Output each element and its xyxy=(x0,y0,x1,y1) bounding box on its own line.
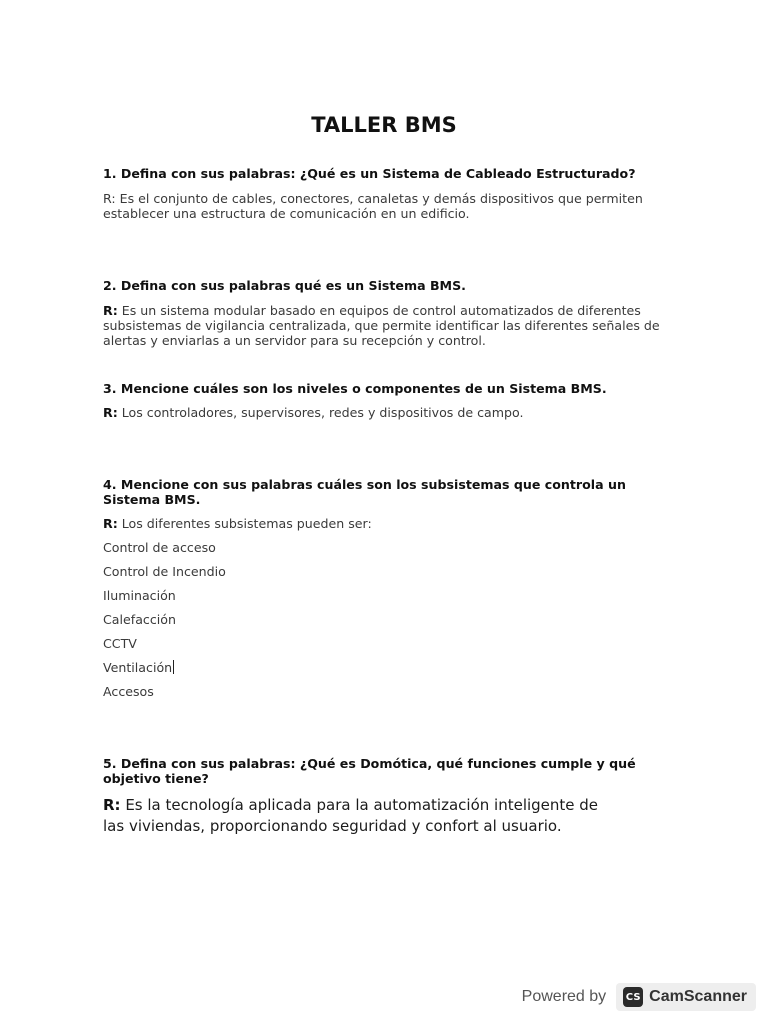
document-title: TALLER BMS xyxy=(311,113,457,137)
camscanner-badge xyxy=(616,983,756,1011)
question-5: 5. Defina con sus palabras: ¿Qué es Domótica, qué funciones cumple y qué objetivo tiene? xyxy=(103,756,636,786)
powered-by-label: Powered by xyxy=(521,988,607,1005)
list-item: Iluminación xyxy=(103,588,176,603)
answer-5-text: Es la tecnología aplicada para la automatización inteligente de las viviendas, proporcionando seguridad y confort al usuario. xyxy=(103,796,599,835)
question-1: 1. Defina con sus palabras: ¿Qué es un Sistema de Cableado Estructurado? xyxy=(103,166,636,181)
answer-2-prefix: R: xyxy=(103,303,118,318)
question-3: 3. Mencione cuáles son los niveles o componentes de un Sistema BMS. xyxy=(103,381,607,396)
answer-1: R: Es el conjunto de cables, conectores, canaletas y demás dispositivos que permiten establecer una estructura de comunicación en un edificio. xyxy=(103,191,643,221)
list-item-with-caret xyxy=(103,660,174,675)
text-caret xyxy=(173,660,174,674)
list-item: Control de Incendio xyxy=(103,564,226,579)
answer-3-text: Los controladores, supervisores, redes y dispositivos de campo. xyxy=(117,405,524,420)
list-item: Control de acceso xyxy=(103,540,216,555)
answer-5 xyxy=(103,795,623,837)
answer-2-text: Es un sistema modular basado en equipos de control automatizados de diferentes subsistemas de vigilancia centralizada, que permite identificar las diferentes señales de alertas y enviarlas a un servidor para su recepción y control. xyxy=(103,303,660,348)
question-4: 4. Mencione con sus palabras cuáles son los subsistemas que controla un Sistema BMS. xyxy=(103,477,626,507)
list-item: Calefacción xyxy=(103,612,176,627)
list-item: CCTV xyxy=(103,636,137,651)
camscanner-brand: CamScanner xyxy=(649,988,747,1005)
camscanner-logo-icon: CS xyxy=(623,987,643,1007)
answer-5-prefix: R: xyxy=(103,796,121,814)
answer-4-text: Los diferentes subsistemas pueden ser: xyxy=(117,516,372,531)
question-2: 2. Defina con sus palabras qué es un Sistema BMS. xyxy=(103,278,466,293)
camscanner-footer xyxy=(522,982,756,1012)
answer-3-prefix: R: xyxy=(103,405,118,420)
list-item: Accesos xyxy=(103,684,154,699)
answer-2 xyxy=(103,303,663,348)
list-item: Ventilación xyxy=(103,660,173,675)
answer-4 xyxy=(103,516,663,531)
answer-4-prefix: R: xyxy=(103,516,118,531)
answer-3 xyxy=(103,405,663,420)
